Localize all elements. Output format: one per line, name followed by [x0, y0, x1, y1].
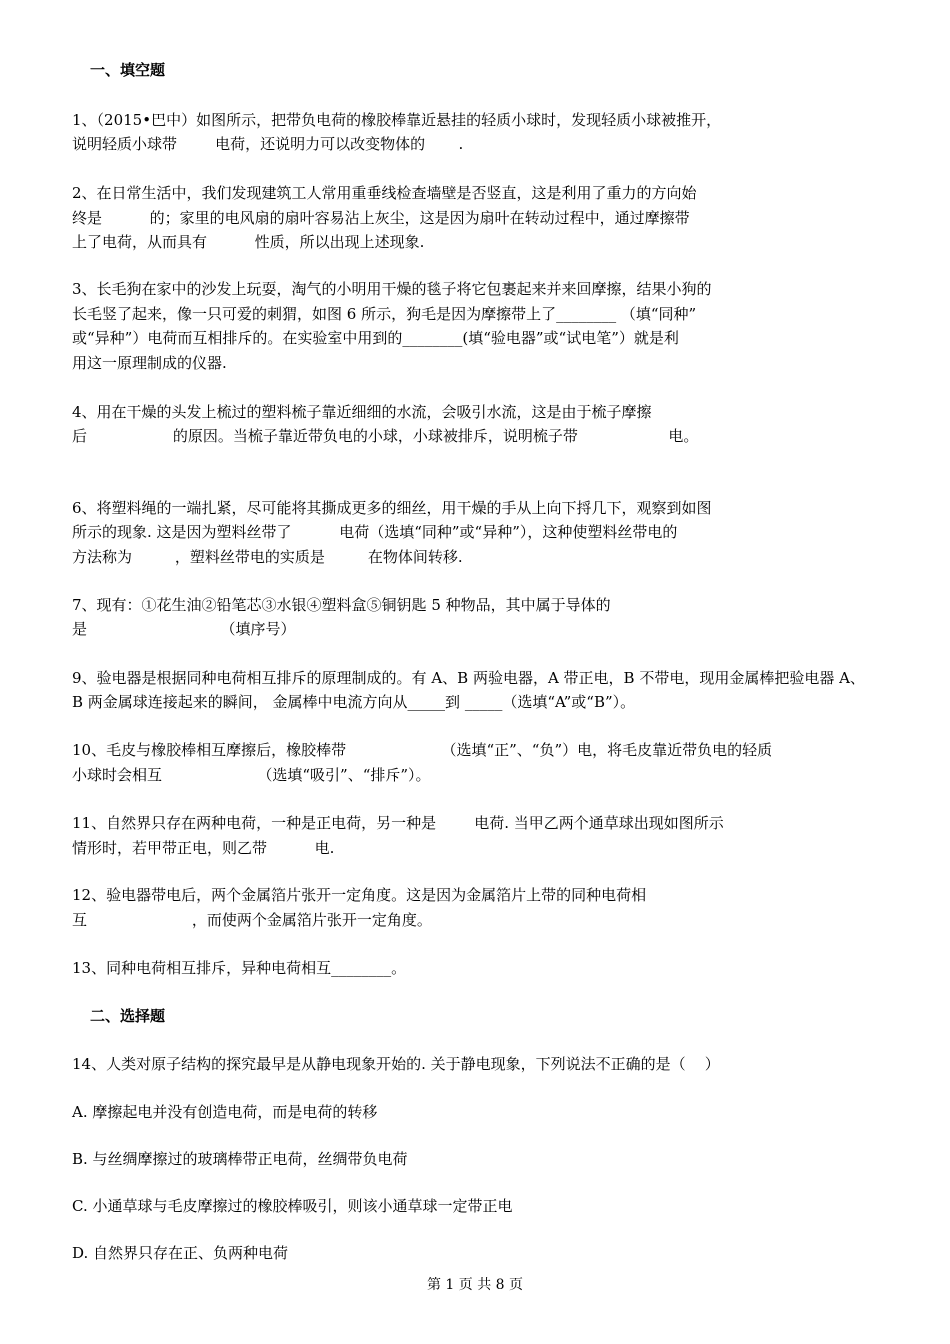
q2-line-2: 终是 的；家里的电风扇的扇叶容易沾上灰尘，这是因为扇叶在转动过程中，通过摩擦带: [72, 209, 690, 227]
q6-line-1: 6、将塑料绳的一端扎紧，尽可能将其撕成更多的细丝，用干燥的手从上向下捋几下，观察到如图: [72, 499, 712, 517]
q7-line-1: 7、现有：①花生油②铅笔芯③水银④塑料盒⑤铜钥匙 5 种物品，其中属于导体的: [72, 596, 611, 614]
q14-option-a: A. 摩擦起电并没有创造电荷，而是电荷的转移: [72, 1103, 378, 1121]
q11-line-2: 情形时，若甲带正电，则乙带 电.: [72, 839, 335, 857]
q9-line-2: B 两金属球连接起来的瞬间， 金属棒中电流方向从_____到 _____（选填“A”或“B”）。: [72, 693, 636, 711]
q3-line-4: 用这一原理制成的仪器.: [72, 354, 227, 372]
q1-line-2: 说明轻质小球带 电荷，还说明力可以改变物体的 .: [72, 135, 464, 153]
q4-line-2: 后 的原因。当梳子靠近带负电的小球，小球被排斥，说明梳子带 电。: [72, 427, 699, 445]
q9-line-1: 9、验电器是根据同种电荷相互排斥的原理制成的。有 A、B 两验电器，A 带正电，B 不带电，现用金属棒把验电器 A、: [72, 669, 865, 687]
q13-line-1: 13、同种电荷相互排斥，异种电荷相互________。: [72, 959, 407, 977]
q14-option-c: C. 小通草球与毛皮摩擦过的橡胶棒吸引，则该小通草球一定带正电: [72, 1197, 513, 1215]
section-heading-fill-blank: 一、填空题: [90, 61, 166, 79]
q3-line-3: 或“异种”）电荷而互相排斥的。在实验室中用到的________(填“验电器”或“试电笔”）就是利: [72, 329, 679, 347]
q14-option-d: D. 自然界只存在正、负两种电荷: [72, 1244, 289, 1262]
q12-line-2: 互 ，而使两个金属箔片张开一定角度。: [72, 911, 432, 929]
q3-line-2: 长毛竖了起来，像一只可爱的刺猬，如图 6 所示，狗毛是因为摩擦带上了________ （填“同种”: [72, 305, 697, 323]
section-heading-multiple-choice: 二、选择题: [90, 1007, 166, 1025]
q11-line-1: 11、自然界只存在两种电荷，一种是正电荷，另一种是 电荷. 当甲乙两个通草球出现如图所示: [72, 814, 724, 832]
q3-line-1: 3、长毛狗在家中的沙发上玩耍，淘气的小明用干燥的毯子将它包裹起来并来回摩擦，结果小狗的: [72, 280, 712, 298]
q14-stem: 14、人类对原子结构的探究最早是从静电现象开始的. 关于静电现象，下列说法不正确的是（ ）: [72, 1055, 720, 1073]
q10-line-1: 10、毛皮与橡胶棒相互摩擦后，橡胶棒带 （选填“正”、“负”）电，将毛皮靠近带负电的轻质: [72, 741, 773, 759]
page-number-footer: 第 1 页 共 8 页: [426, 1277, 524, 1293]
q4-line-1: 4、用在干燥的头发上梳过的塑料梳子靠近细细的水流，会吸引水流，这是由于梳子摩擦: [72, 403, 652, 421]
q12-line-1: 12、验电器带电后，两个金属箔片张开一定角度。这是因为金属箔片上带的同种电荷相: [72, 886, 647, 904]
q14-option-b: B. 与丝绸摩擦过的玻璃棒带正电荷，丝绸带负电荷: [72, 1150, 408, 1168]
q10-line-2: 小球时会相互 （选填“吸引”、“排斥”）。: [72, 766, 431, 784]
q7-line-2: 是 （填序号）: [72, 620, 296, 638]
q6-line-3: 方法称为 ，塑料丝带电的实质是 在物体间转移.: [72, 548, 463, 566]
q6-line-2: 所示的现象. 这是因为塑料丝带了 电荷（选填“同种”或“异种”），这种使塑料丝带电的: [72, 523, 678, 541]
q2-line-3: 上了电荷，从而具有 性质，所以出现上述现象.: [72, 233, 425, 251]
q2-line-1: 2、在日常生活中，我们发现建筑工人常用重垂线检查墙壁是否竖直，这是利用了重力的方向始: [72, 184, 697, 202]
q1-line-1: 1、（2015•巴中）如图所示，把带负电荷的橡胶棒靠近悬挂的轻质小球时，发现轻质小球被推开，: [72, 111, 722, 129]
